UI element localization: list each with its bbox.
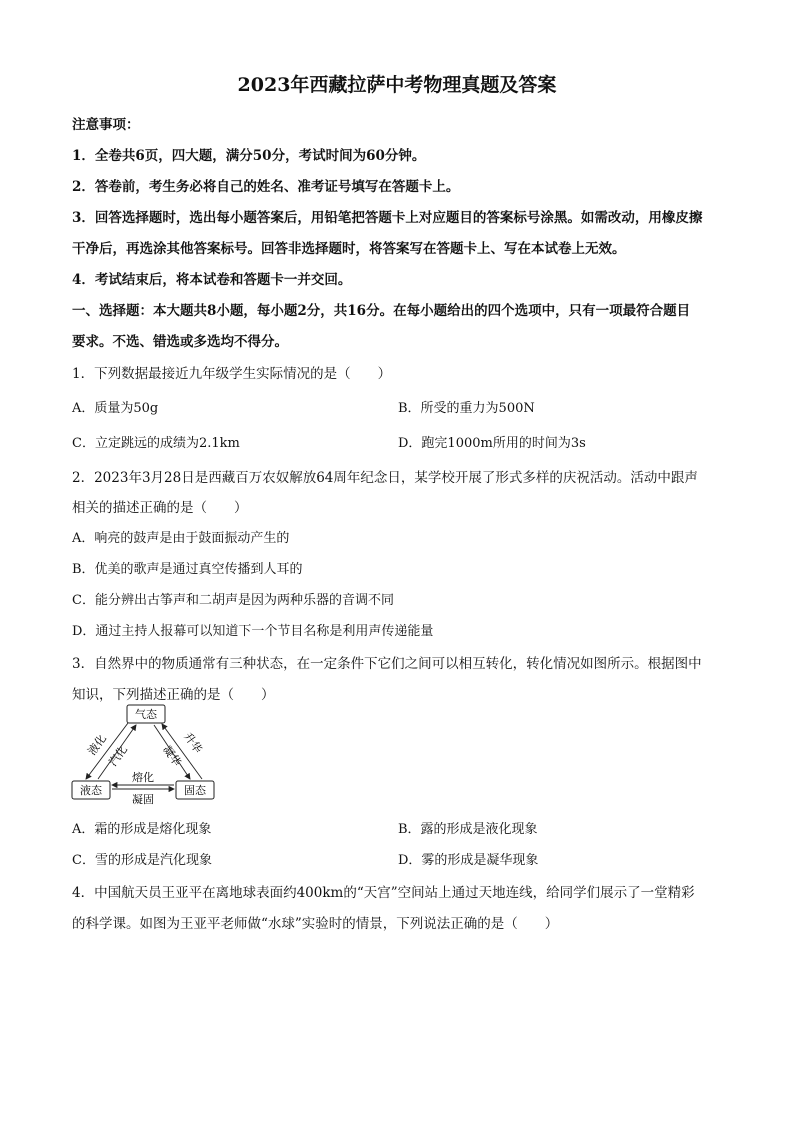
question-2-option-d: D．通过主持人报幕可以知道下一个节目名称是利用声传递能量	[72, 624, 434, 639]
states-of-matter-diagram	[66, 703, 226, 813]
question-3-option-c: C．雪的形成是汽化现象	[72, 853, 212, 868]
notice-item: 3．回答选择题时，选出每小题答案后，用铅笔把答题卡上对应题目的答案标号涂黑。如需改动，用橡皮擦	[72, 210, 703, 226]
question-3-option-d: D．雾的形成是凝华现象	[398, 853, 539, 868]
question-3-option-a: A．霜的形成是熔化现象	[72, 822, 212, 837]
section-heading: 一、选择题：本大题共8小题，每小题2分，共16分。在每小题给出的四个选项中，只有一项最符合题目	[72, 303, 691, 319]
page-title: 2023年西藏拉萨中考物理真题及答案	[237, 74, 557, 96]
liquefy-label: 液化	[85, 732, 109, 758]
question-3-option-b: B．露的形成是液化现象	[398, 822, 538, 837]
question-2-stem: 2．2023年3月28日是西藏百万农奴解放64周年纪念日，某学校开展了形式多样的庆祝活动。活动中跟声	[72, 470, 698, 486]
solid-label: 固态	[184, 784, 206, 797]
question-3-stem: 3．自然界中的物质通常有三种状态，在一定条件下它们之间可以相互转化，转化情况如图所示。根据图中	[72, 656, 702, 672]
notice-item: 4．考试结束后，将本试卷和答题卡一并交回。	[72, 272, 352, 288]
notice-item: 干净后，再选涂其他答案标号。回答非选择题时，将答案写在答题卡上、写在本试卷上无效。	[72, 241, 626, 257]
question-2-option-a: A．响亮的鼓声是由于鼓面振动产生的	[72, 531, 290, 546]
question-4-stem-cont: 的科学课。如图为王亚平老师做“水球”实验时的情景，下列说法正确的是（ ）	[72, 916, 559, 932]
gas-label: 气态	[135, 708, 157, 721]
question-1-option-b: B．所受的重力为500N	[398, 401, 535, 416]
question-2-option-c: C．能分辨出古筝声和二胡声是因为两种乐器的音调不同	[72, 593, 394, 608]
desublimate-label: 凝华	[160, 743, 184, 769]
question-1-option-c: C．立定跳远的成绩为2.1km	[72, 436, 240, 451]
solidify-label: 凝固	[132, 793, 154, 806]
notice-item: 2．答卷前，考生务必将自己的姓名、准考证号填写在答题卡上。	[72, 179, 460, 195]
sublimate-label: 升华	[181, 730, 205, 756]
notice-item: 1．全卷共6页，四大题，满分50分，考试时间为60分钟。	[72, 148, 426, 164]
question-1-option-a: A．质量为50g	[72, 401, 159, 416]
question-4-stem: 4．中国航天员王亚平在离地球表面约400km的“天宫”空间站上通过天地连线，给同学们展示了一堂精彩	[72, 885, 695, 901]
liquid-label: 液态	[80, 784, 102, 797]
question-2-option-b: B．优美的歌声是通过真空传播到人耳的	[72, 562, 303, 577]
section-heading-cont: 要求。不选、错选或多选均不得分。	[72, 334, 288, 350]
vaporize-label: 汽化	[106, 743, 130, 769]
notice-heading: 注意事项：	[72, 117, 140, 133]
question-1-stem: 1．下列数据最接近九年级学生实际情况的是（ ）	[72, 366, 392, 382]
question-2-stem-cont: 相关的描述正确的是（ ）	[72, 500, 248, 516]
question-1-option-d: D．跑完1000m所用的时间为3s	[398, 436, 586, 451]
question-3-stem-cont: 知识，下列描述正确的是（ ）	[72, 687, 275, 703]
melt-label: 熔化	[132, 771, 154, 784]
